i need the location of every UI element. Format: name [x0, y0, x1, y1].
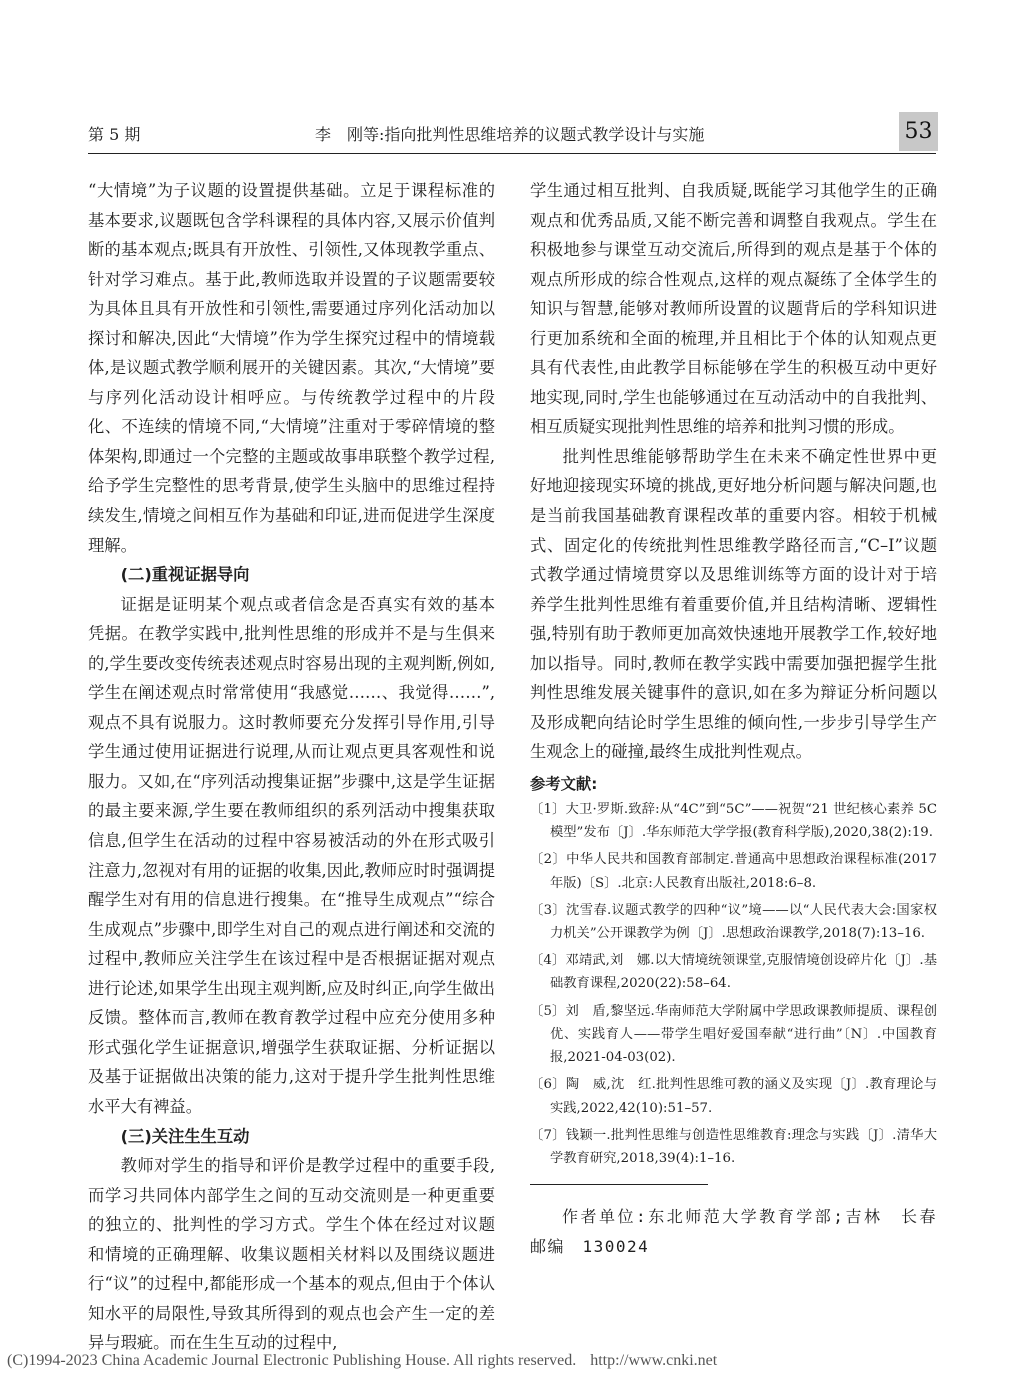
- reference-item: 〔7〕钱颖一.批判性思维与创造性思维教育:理念与实践〔J〕.清华大学教育研究,2018,39(4):1–16.: [530, 1127, 937, 1167]
- page-header: [0, 0, 1024, 160]
- section-heading: (三)关注生生互动: [120, 1126, 250, 1146]
- references-rule: [530, 1184, 708, 1185]
- right-column: [530, 176, 955, 1261]
- reference-item: 〔5〕刘 盾,黎坚远.华南师范大学附属中学思政课教师提质、课程创优、实践育人——带学生唱好爱国奉献“进行曲”〔N〕.中国教育报,2021-04-03(02).: [530, 1003, 937, 1066]
- body-paragraph: 证据是证明某个观点或者信念是否真实有效的基本凭据。在教学实践中,批判性思维的形成并不是与生俱来的,学生要改变传统表述观点时容易出现的主观判断,例如,学生在阐述观点时常常使用“我感觉……、我觉得……”,观点不具有说服力。这时教师要充分发挥引导作用,引导学生通过使用证据进行说理,从而让观点更具客观性和说服力。又如,在“序列活动搜集证据”步骤中,这是学生证据的最主要来源,学生要在教师组织的系列活动中搜集获取信息,但学生在活动的过程中容易被活动的外在形式吸引注意力,忽视对有用的证据的收集,因此,教师应时时强调提醒学生对有用的信息进行搜集。在“推导生成观点”“综合生成观点”步骤中,即学生对自己的观点进行阐述和交流的过程中,教师应关注学生在该过程中是否根据证据对观点进行论述,如果学生出现主观判断,应及时纠正,向学生做出反馈。整体而言,教师在教育教学过程中应充分使用多种形式强化学生证据意识,增强学生获取证据、分析证据以及基于证据做出决策的能力,这对于提升学生批判性思维水平大有裨益。: [88, 594, 495, 1116]
- reference-item: 〔3〕沈雪春.议题式教学的四种“议”境——以“人民代表大会:国家权力机关”公开课教学为例〔J〕.思想政治课教学,2018(7):13–16.: [530, 902, 937, 941]
- reference-item: 〔2〕中华人民共和国教育部制定.普通高中思想政治课程标准(2017 年版)〔S〕.北京:人民教育出版社,2018:6–8.: [530, 852, 937, 891]
- left-column: [88, 176, 495, 1358]
- body-paragraph: 学生通过相互批判、自我质疑,既能学习其他学生的正确观点和优秀品质,又能不断完善和调整自我观点。学生在积极地参与课堂互动交流后,所得到的观点是基于个体的观点所形成的综合性观点,这样的观点凝练了全体学生的知识与智慧,能够对教师所设置的议题背后的学科知识进行更加系统和全面的梳理,并且相比于个体的认知观点更具有代表性,由此教学目标能够在学生的积极互动中更好地实现,同时,学生也能够通过在互动活动中的自我批判、相互质疑实现批判性思维的培养和批判习惯的形成。: [530, 181, 937, 437]
- author-affiliation: 作者单位:东北师范大学教育学部;吉林 长春 邮编 130024: [530, 1207, 955, 1256]
- footer-url[interactable]: http://www.cnki.net: [590, 1352, 718, 1369]
- reference-item: 〔4〕邓靖武,刘 娜.以大情境统领课堂,克服情境创设碎片化〔J〕.基础教育课程,2020(22):58–64.: [530, 953, 937, 992]
- reference-item: 〔1〕大卫·罗斯.致辞:从“4C”到“5C”——祝贺“21 世纪核心素养 5C 模型”发布〔J〕.华东师范大学学报(教育科学版),2020,38(2):19.: [530, 801, 937, 841]
- issue-number: 第 5 期: [88, 125, 141, 144]
- body-paragraph: “大情境”为子议题的设置提供基础。立足于课程标准的基本要求,议题既包含学科课程的具体内容,又展示价值判断的基本观点;既具有开放性、引领性,又体现教学重点、针对学习难点。基于此,教师选取并设置的子议题需要较为具体且具有开放性和引领性,需要通过序列化活动加以探讨和解决,因此“大情境”作为学生探究过程中的情境载体,是议题式教学顺利展开的关键因素。其次,“大情境”要与序列化活动设计相呼应。与传统教学过程中的片段化、不连续的情境不同,“大情境”注重对于零碎情境的整体架构,即通过一个完整的主题或故事串联整个教学过程,给予学生完整性的思考背景,使学生头脑中的思维过程持续发生,情境之间相互作为基础和印证,进而促进学生深度理解。: [88, 181, 495, 555]
- body-paragraph: 批判性思维能够帮助学生在未来不确定性世界中更好地迎接现实环境的挑战,更好地分析问题与解决问题,也是当前我国基础教育课程改革的重要内容。相较于机械式、固定化的传统批判性思维教学路径而言,“C–I”议题式教学通过情境贯穿以及思维训练等方面的设计对于培养学生批判性思维有着重要价值,并且结构清晰、逻辑性强,特别有助于教师更加高效快速地开展教学工作,较好地加以指导。同时,教师在教学实践中需要加强把握学生批判性思维发展关键事件的意识,如在多为辩证分析问题以及形成靶向结论时学生思维的倾向性,一步步引导学生产生观念上的碰撞,最终生成批判性观点。: [530, 446, 937, 762]
- header-rule: [88, 153, 936, 154]
- body-paragraph: 教师对学生的指导和评价是教学过程中的重要手段,而学习共同体内部学生之间的互动交流则是一种更重要的独立的、批判性的学习方式。学生个体在经过对议题和情境的正确理解、收集议题相关材料以及围绕议题进行“议”的过程中,都能形成一个基本的观点,但由于个体认知水平的局限性,导致其所得到的观点也会产生一定的差异与瑕疵。而在生生互动的过程中,: [88, 1156, 495, 1353]
- page-footer: [7, 1352, 717, 1370]
- running-title: 李 刚等:指向批判性思维培养的议题式教学设计与实施: [315, 125, 705, 144]
- section-heading: (二)重视证据导向: [120, 565, 250, 585]
- references-heading: 参考文献:: [530, 774, 598, 793]
- references-list: [530, 798, 937, 1170]
- page-number: 53: [899, 112, 938, 151]
- copyright-notice: (C)1994-2023 China Academic Journal Electronic Publishing House. All rights reserved.: [7, 1352, 577, 1369]
- reference-item: 〔6〕陶 威,沈 红.批判性思维可教的涵义及实现〔J〕.教育理论与实践,2022,42(10):51–57.: [530, 1077, 937, 1116]
